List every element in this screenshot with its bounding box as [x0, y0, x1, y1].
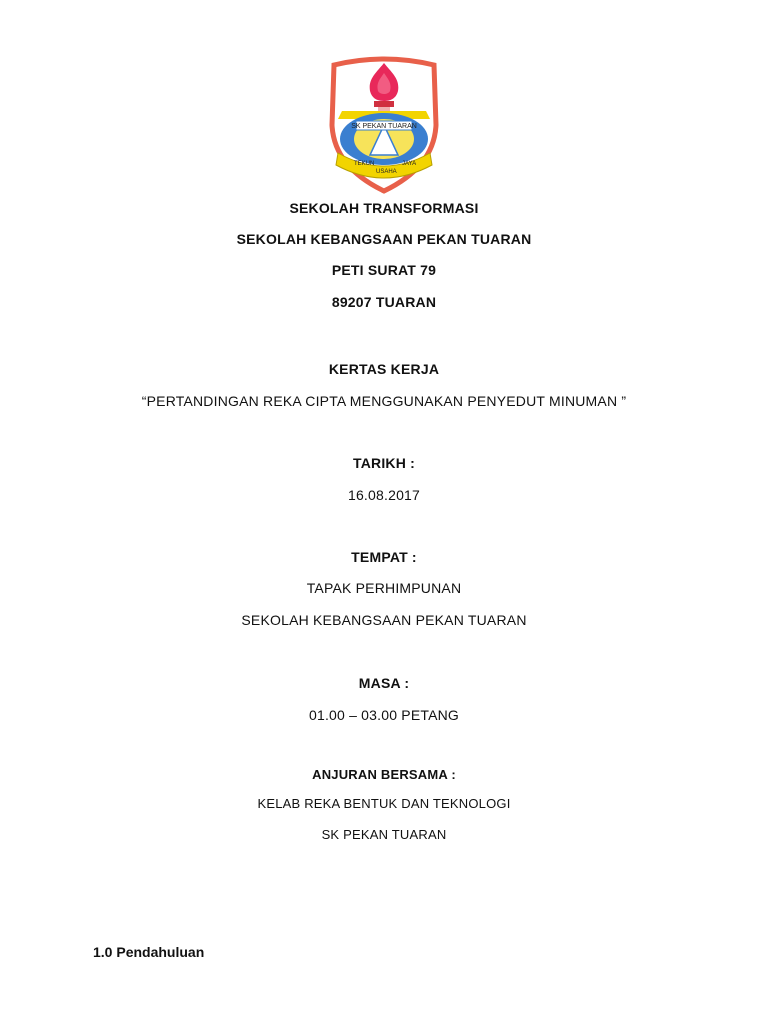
venue-line-2: SEKOLAH KEBANGSAAN PEKAN TUARAN	[241, 612, 527, 628]
school-crest-logo	[326, 55, 442, 195]
date-value: 16.08.2017	[347, 487, 421, 503]
logo-motto-1: TEKUN	[354, 161, 375, 167]
paper-label: KERTAS KERJA	[328, 361, 440, 377]
logo-motto-2: USAHA	[376, 169, 397, 175]
section-heading-introduction: 1.0 Pendahuluan	[93, 944, 205, 960]
school-name: SEKOLAH KEBANGSAAN PEKAN TUARAN	[236, 231, 532, 247]
logo-school-label: SK PEKAN TUARAN	[351, 123, 417, 130]
organizer-line-1: KELAB REKA BENTUK DAN TEKNOLOGI	[257, 796, 511, 811]
school-po-box: PETI SURAT 79	[331, 262, 437, 278]
paper-title: “PERTANDINGAN REKA CIPTA MENGGUNAKAN PENYEDUT MINUMAN ”	[141, 393, 627, 409]
school-status: SEKOLAH TRANSFORMASI	[289, 200, 479, 216]
venue-line-1: TAPAK PERHIMPUNAN	[306, 580, 462, 596]
logo-motto-3: JAYA	[402, 161, 417, 167]
date-label: TARIKH :	[353, 455, 415, 471]
time-label: MASA :	[358, 675, 410, 691]
school-postcode: 89207 TUARAN	[331, 294, 437, 310]
organizer-line-2: SK PEKAN TUARAN	[321, 827, 447, 842]
time-value: 01.00 – 03.00 PETANG	[308, 707, 460, 723]
organizer-label: ANJURAN BERSAMA :	[312, 767, 456, 782]
venue-label: TEMPAT :	[351, 549, 417, 565]
